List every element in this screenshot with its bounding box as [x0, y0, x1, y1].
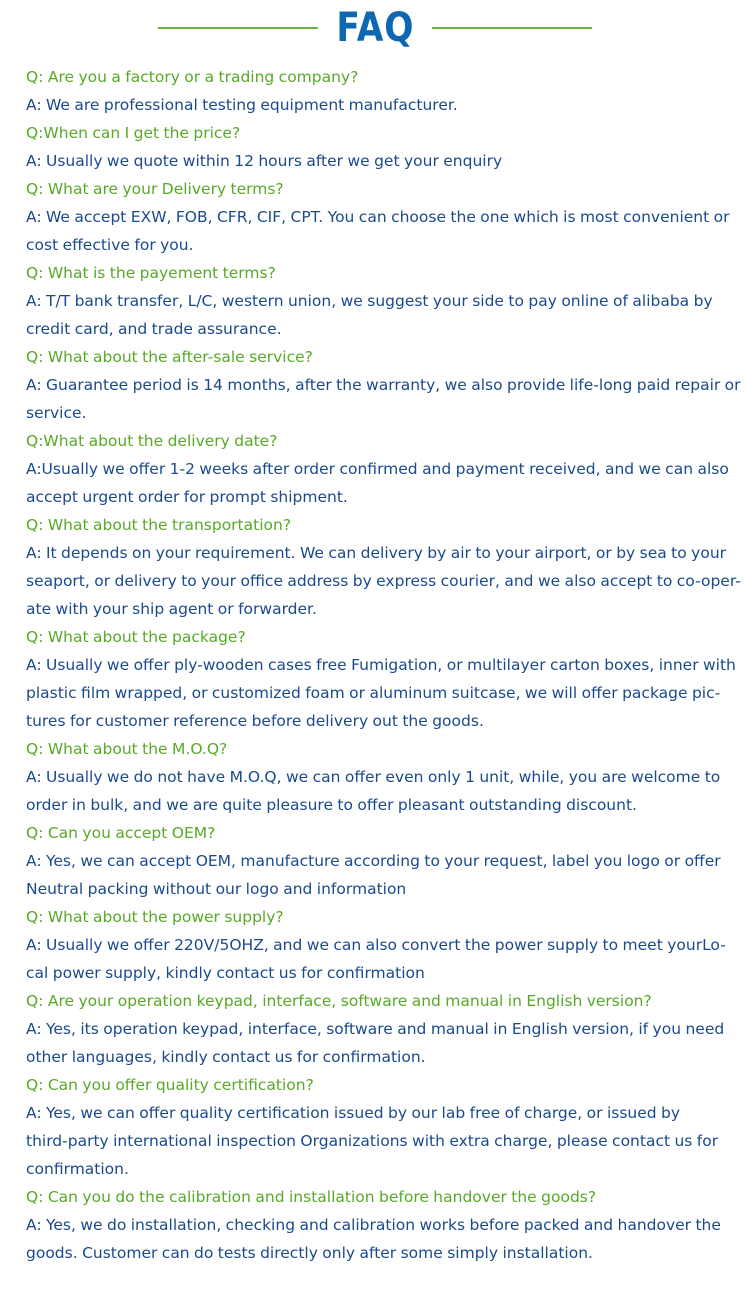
header-rule-left [158, 27, 318, 29]
page-title: FAQ [335, 5, 414, 51]
faq-answer-line: seaport, or delivery to your office address by express courier, and we also accept to co-oper- [26, 572, 741, 590]
faq-answer-line: A: T/T bank transfer, L/C, western union, we suggest your side to pay online of alibaba by [26, 292, 713, 310]
faq-question-line: Q: What is the payement terms? [26, 264, 276, 282]
faq-answer-line: A: Yes, we can accept OEM, manufacture according to your request, label you logo or offer [26, 852, 721, 870]
faq-answer-line: A: We are professional testing equipment manufacturer. [26, 96, 458, 114]
faq-question-line: Q: What about the package? [26, 628, 246, 646]
faq-answer-line: credit card, and trade assurance. [26, 320, 282, 338]
faq-answer-line: accept urgent order for prompt shipment. [26, 488, 348, 506]
faq-question-line: Q: What about the M.O.Q? [26, 740, 228, 758]
faq-answer-line: other languages, kindly contact us for confirmation. [26, 1048, 426, 1066]
faq-question-line: Q: What about the transportation? [26, 516, 292, 534]
faq-answer-line: goods. Customer can do tests directly only after some simply installation. [26, 1244, 593, 1262]
faq-answer-line: A: Guarantee period is 14 months, after the warranty, we also provide life-long paid repair or [26, 376, 741, 394]
faq-answer-line: A: It depends on your requirement. We can delivery by air to your airport, or by sea to your [26, 544, 727, 562]
faq-answer-line: A: Yes, its operation keypad, interface, software and manual in English version, if you need [26, 1020, 725, 1038]
faq-answer-line: tures for customer reference before delivery out the goods. [26, 712, 484, 730]
faq-answer-line: cost effective for you. [26, 236, 194, 254]
faq-answer-line: A: Yes, we do installation, checking and calibration works before packed and handover the [26, 1216, 721, 1234]
faq-question-line: Q: Can you accept OEM? [26, 824, 216, 842]
faq-answer-line: A: Usually we do not have M.O.Q, we can offer even only 1 unit, while, you are welcome to [26, 768, 721, 786]
faq-answer-line: cal power supply, kindly contact us for confirmation [26, 964, 425, 982]
faq-answer-line: A: Usually we offer 220V/5OHZ, and we can also convert the power supply to meet yourLo- [26, 936, 726, 954]
faq-answer-line: service. [26, 404, 87, 422]
faq-answer-line: confirmation. [26, 1160, 129, 1178]
faq-answer-line: A:Usually we offer 1-2 weeks after order confirmed and payment received, and we can also [26, 460, 729, 478]
faq-question-line: Q: Are you a factory or a trading company? [26, 68, 359, 86]
faq-answer-line: plastic film wrapped, or customized foam or aluminum suitcase, we will offer package pic- [26, 684, 721, 702]
faq-answer-line: third-party international inspection Organizations with extra charge, please contact us for [26, 1132, 719, 1150]
faq-answer-line: order in bulk, and we are quite pleasure to offer pleasant outstanding discount. [26, 796, 637, 814]
faq-header [0, 2, 750, 54]
faq-question-line: Q: What about the after-sale service? [26, 348, 313, 366]
faq-question-line: Q: What are your Delivery terms? [26, 180, 284, 198]
faq-question-line: Q: Are your operation keypad, interface, software and manual in English version? [26, 992, 652, 1010]
faq-answer-line: A: Usually we offer ply-wooden cases free Fumigation, or multilayer carton boxes, inner with [26, 656, 736, 674]
header-rule-right [432, 27, 592, 29]
faq-question-line: Q:When can I get the price? [26, 124, 241, 142]
faq-answer-line: A: We accept EXW, FOB, CFR, CIF, CPT. You can choose the one which is most convenient or [26, 208, 730, 226]
faq-answer-line: Neutral packing without our logo and information [26, 880, 407, 898]
faq-question-line: Q:What about the delivery date? [26, 432, 278, 450]
faq-answer-line: ate with your ship agent or forwarder. [26, 600, 317, 618]
faq-list [26, 63, 742, 1267]
faq-answer-line: A: Yes, we can offer quality certification issued by our lab free of charge, or issued by [26, 1104, 681, 1122]
faq-question-line: Q: What about the power supply? [26, 908, 284, 926]
faq-question-line: Q: Can you do the calibration and installation before handover the goods? [26, 1188, 597, 1206]
faq-answer-line: A: Usually we quote within 12 hours after we get your enquiry [26, 152, 503, 170]
faq-question-line: Q: Can you offer quality certification? [26, 1076, 314, 1094]
